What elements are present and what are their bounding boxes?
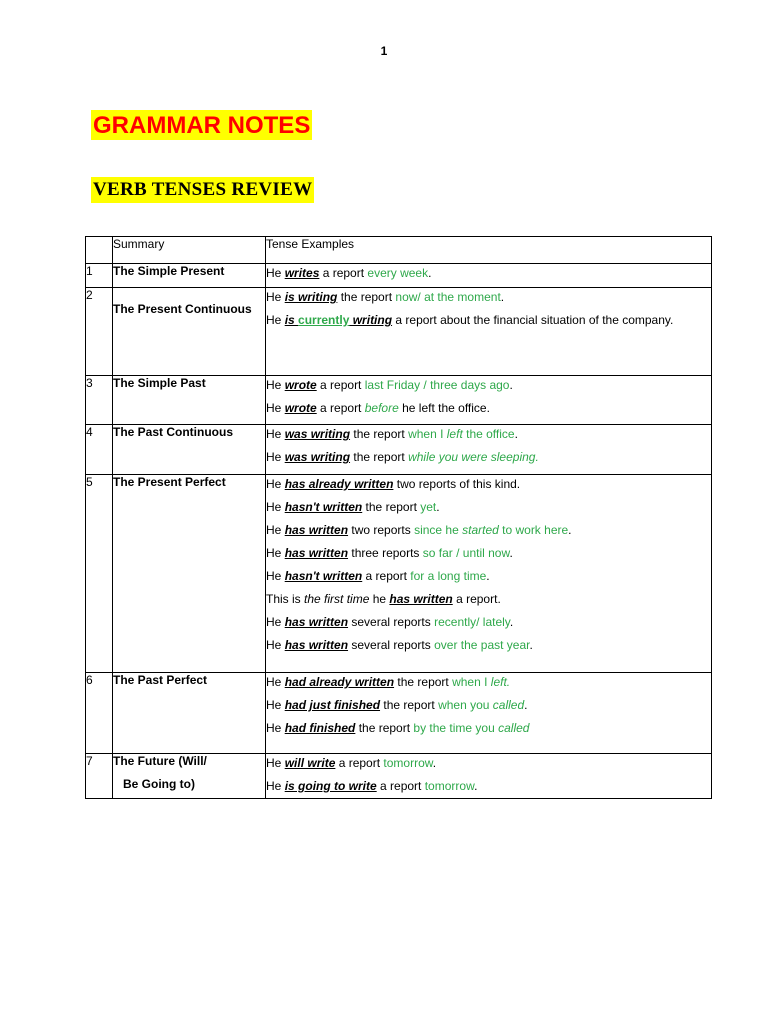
verb-phrase: hasn't written	[284, 569, 363, 583]
table-row	[86, 376, 712, 425]
sentence-text: He	[266, 698, 285, 712]
example-sentence	[266, 779, 711, 794]
row-number: 1	[86, 264, 113, 288]
tense-name	[113, 376, 266, 425]
tense-examples	[266, 425, 712, 475]
sentence-text: .	[432, 756, 437, 770]
example-sentence	[266, 378, 711, 393]
sentence-text: a report	[316, 401, 365, 415]
sentence-text: He	[266, 638, 285, 652]
time-expression: when I	[452, 675, 491, 689]
example-sentence	[266, 427, 711, 442]
verb-phrase: has written	[284, 546, 349, 560]
time-expression: now/ at the moment	[395, 290, 501, 304]
example-sentence	[266, 401, 711, 416]
sentence-text: a report about the financial situation of the company.	[392, 313, 674, 327]
sentence-text: He	[266, 721, 285, 735]
row-number: 6	[86, 673, 113, 754]
verb-phrase: will write	[284, 756, 336, 770]
time-expression: for a long time	[410, 569, 487, 583]
header-number-cell	[86, 237, 113, 264]
sentence-text: three reports	[348, 546, 423, 560]
sentence-text: He	[266, 569, 285, 583]
sentence-text: He	[266, 675, 285, 689]
time-expression: currently	[298, 313, 350, 327]
time-expression: by the time you	[413, 721, 499, 735]
time-expression: to work here	[498, 523, 569, 537]
sentence-text: the report	[337, 290, 396, 304]
time-expression: when I	[408, 427, 447, 441]
sentence-text: He	[266, 615, 285, 629]
verb-phrase: has written	[389, 592, 453, 606]
sentence-text: the first time	[304, 592, 370, 606]
time-expression: so far / until now	[422, 546, 510, 560]
verb-phrase: has written	[284, 523, 349, 537]
sentence-text: He	[266, 477, 285, 491]
verb-tenses-table	[85, 236, 712, 799]
example-sentence	[266, 569, 711, 584]
tense-name	[113, 475, 266, 673]
tense-name-text: The Past Perfect	[113, 673, 208, 687]
sentence-text: .	[524, 698, 528, 712]
row-number: 5	[86, 475, 113, 673]
header-examples: Tense Examples	[266, 237, 712, 264]
time-expression: since he	[414, 523, 463, 537]
sentence-text: He	[266, 756, 285, 770]
tense-name	[113, 673, 266, 754]
time-expression: before	[364, 401, 399, 415]
sentence-text: .	[474, 779, 478, 793]
sentence-text: .	[568, 523, 572, 537]
sentence-text: He	[266, 313, 285, 327]
tense-name-text-line2: Be Going to)	[123, 777, 195, 791]
sentence-text: a report	[316, 378, 365, 392]
table-row	[86, 264, 712, 288]
time-expression: every week	[367, 266, 429, 280]
verb-phrase: writes	[284, 266, 320, 280]
time-expression: left	[446, 427, 463, 441]
sentence-text: two reports	[348, 523, 415, 537]
verb-phrase: is	[284, 313, 299, 327]
row-number: 4	[86, 425, 113, 475]
verb-phrase: hasn't written	[284, 500, 363, 514]
tense-name	[113, 754, 266, 799]
sentence-text: He	[266, 500, 285, 514]
sentence-text: the report	[380, 698, 439, 712]
time-expression: when you	[438, 698, 493, 712]
example-sentence	[266, 313, 711, 328]
tense-name-text: The Present Continuous	[113, 302, 252, 316]
tense-name-text: The Past Continuous	[113, 425, 233, 439]
sentence-text: .	[529, 638, 533, 652]
verb-phrase: wrote	[284, 378, 317, 392]
sentence-text: .	[500, 290, 505, 304]
verb-phrase: has written	[284, 638, 349, 652]
sentence-text: .	[509, 615, 514, 629]
sentence-text: the report	[362, 500, 421, 514]
sentence-text: .	[509, 378, 513, 392]
tense-name-text: The Future (Will/	[113, 754, 207, 768]
sentence-text: the report	[350, 450, 409, 464]
sentence-text: a report	[319, 266, 368, 280]
example-sentence	[266, 546, 711, 561]
page-title: GRAMMAR NOTES	[93, 112, 311, 139]
sentence-text: several reports	[348, 638, 435, 652]
verb-phrase: has written	[284, 615, 349, 629]
tense-examples	[266, 288, 712, 376]
verb-phrase: is writing	[284, 290, 338, 304]
sentence-text: .	[486, 569, 490, 583]
row-number: 7	[86, 754, 113, 799]
sentence-text: a report	[376, 779, 425, 793]
sentence-text: a report	[335, 756, 384, 770]
example-sentence	[266, 675, 711, 690]
verb-phrase: had just finished	[284, 698, 381, 712]
sentence-text: .	[436, 500, 440, 514]
sentence-text: .	[428, 266, 432, 280]
sentence-text: He	[266, 779, 285, 793]
tense-name	[113, 425, 266, 475]
tense-examples	[266, 475, 712, 673]
table-row	[86, 288, 712, 376]
example-sentence	[266, 721, 711, 736]
table-row	[86, 425, 712, 475]
time-expression: started	[462, 523, 499, 537]
tense-examples	[266, 376, 712, 425]
table-row	[86, 673, 712, 754]
example-sentence	[266, 638, 711, 653]
sentence-text: he left the office.	[398, 401, 490, 415]
tense-name-text: The Simple Present	[113, 264, 225, 278]
table-row	[86, 754, 712, 799]
sentence-text: .	[514, 427, 518, 441]
verb-phrase: writing	[349, 313, 393, 327]
example-sentence	[266, 266, 711, 281]
sentence-text: He	[266, 546, 285, 560]
sentence-text: He	[266, 523, 285, 537]
page-number: 1	[380, 44, 388, 58]
time-expression: recently/ lately	[434, 615, 510, 629]
sentence-text: a report	[362, 569, 411, 583]
time-expression: tomorrow	[424, 779, 475, 793]
sentence-text: This is	[266, 592, 305, 606]
tense-name-text: The Present Perfect	[113, 475, 226, 489]
example-sentence	[266, 500, 711, 515]
table-header-row	[86, 237, 712, 264]
sentence-text: He	[266, 290, 285, 304]
tense-name	[113, 288, 266, 376]
sentence-text: a report.	[452, 592, 501, 606]
time-expression: tomorrow	[383, 756, 433, 770]
sentence-text: He	[266, 450, 285, 464]
example-sentence	[266, 523, 711, 538]
sentence-text: the report	[355, 721, 414, 735]
row-number: 2	[86, 288, 113, 376]
sentence-text: he	[369, 592, 390, 606]
example-sentence	[266, 756, 711, 771]
time-expression: yet	[420, 500, 437, 514]
example-sentence	[266, 477, 711, 492]
sentence-text: He	[266, 266, 285, 280]
section-title: VERB TENSES REVIEW	[91, 177, 314, 203]
tense-examples	[266, 754, 712, 799]
sentence-text: .	[509, 546, 513, 560]
example-sentence	[266, 290, 711, 305]
tense-examples	[266, 673, 712, 754]
tense-examples	[266, 264, 712, 288]
tense-name	[113, 264, 266, 288]
verb-phrase: wrote	[284, 401, 317, 415]
time-expression: called	[492, 698, 525, 712]
tense-name-text: The Simple Past	[113, 376, 206, 390]
header-summary: Summary	[113, 237, 266, 264]
sentence-text: He	[266, 401, 285, 415]
sentence-text: two reports of this kind.	[393, 477, 521, 491]
sentence-text: He	[266, 427, 285, 441]
row-number: 3	[86, 376, 113, 425]
example-sentence	[266, 615, 711, 630]
time-expression: while you were sleeping.	[408, 450, 539, 464]
time-expression: last Friday / three days ago	[364, 378, 510, 392]
verb-phrase: has already written	[284, 477, 394, 491]
sentence-text: the report	[394, 675, 453, 689]
time-expression: left.	[490, 675, 511, 689]
verb-phrase: was writing	[284, 427, 351, 441]
sentence-text: He	[266, 378, 285, 392]
time-expression: called	[498, 721, 530, 735]
sentence-text: the report	[350, 427, 409, 441]
sentence-text: several reports	[348, 615, 435, 629]
example-sentence	[266, 450, 711, 465]
verb-phrase: is going to write	[284, 779, 377, 793]
example-sentence	[266, 698, 711, 713]
time-expression: over the past year	[434, 638, 530, 652]
table-row	[86, 475, 712, 673]
verb-phrase: had finished	[284, 721, 356, 735]
verb-phrase: had already written	[284, 675, 395, 689]
time-expression: the office	[462, 427, 515, 441]
verb-phrase: was writing	[284, 450, 351, 464]
table-body	[86, 264, 712, 799]
example-sentence	[266, 592, 711, 607]
